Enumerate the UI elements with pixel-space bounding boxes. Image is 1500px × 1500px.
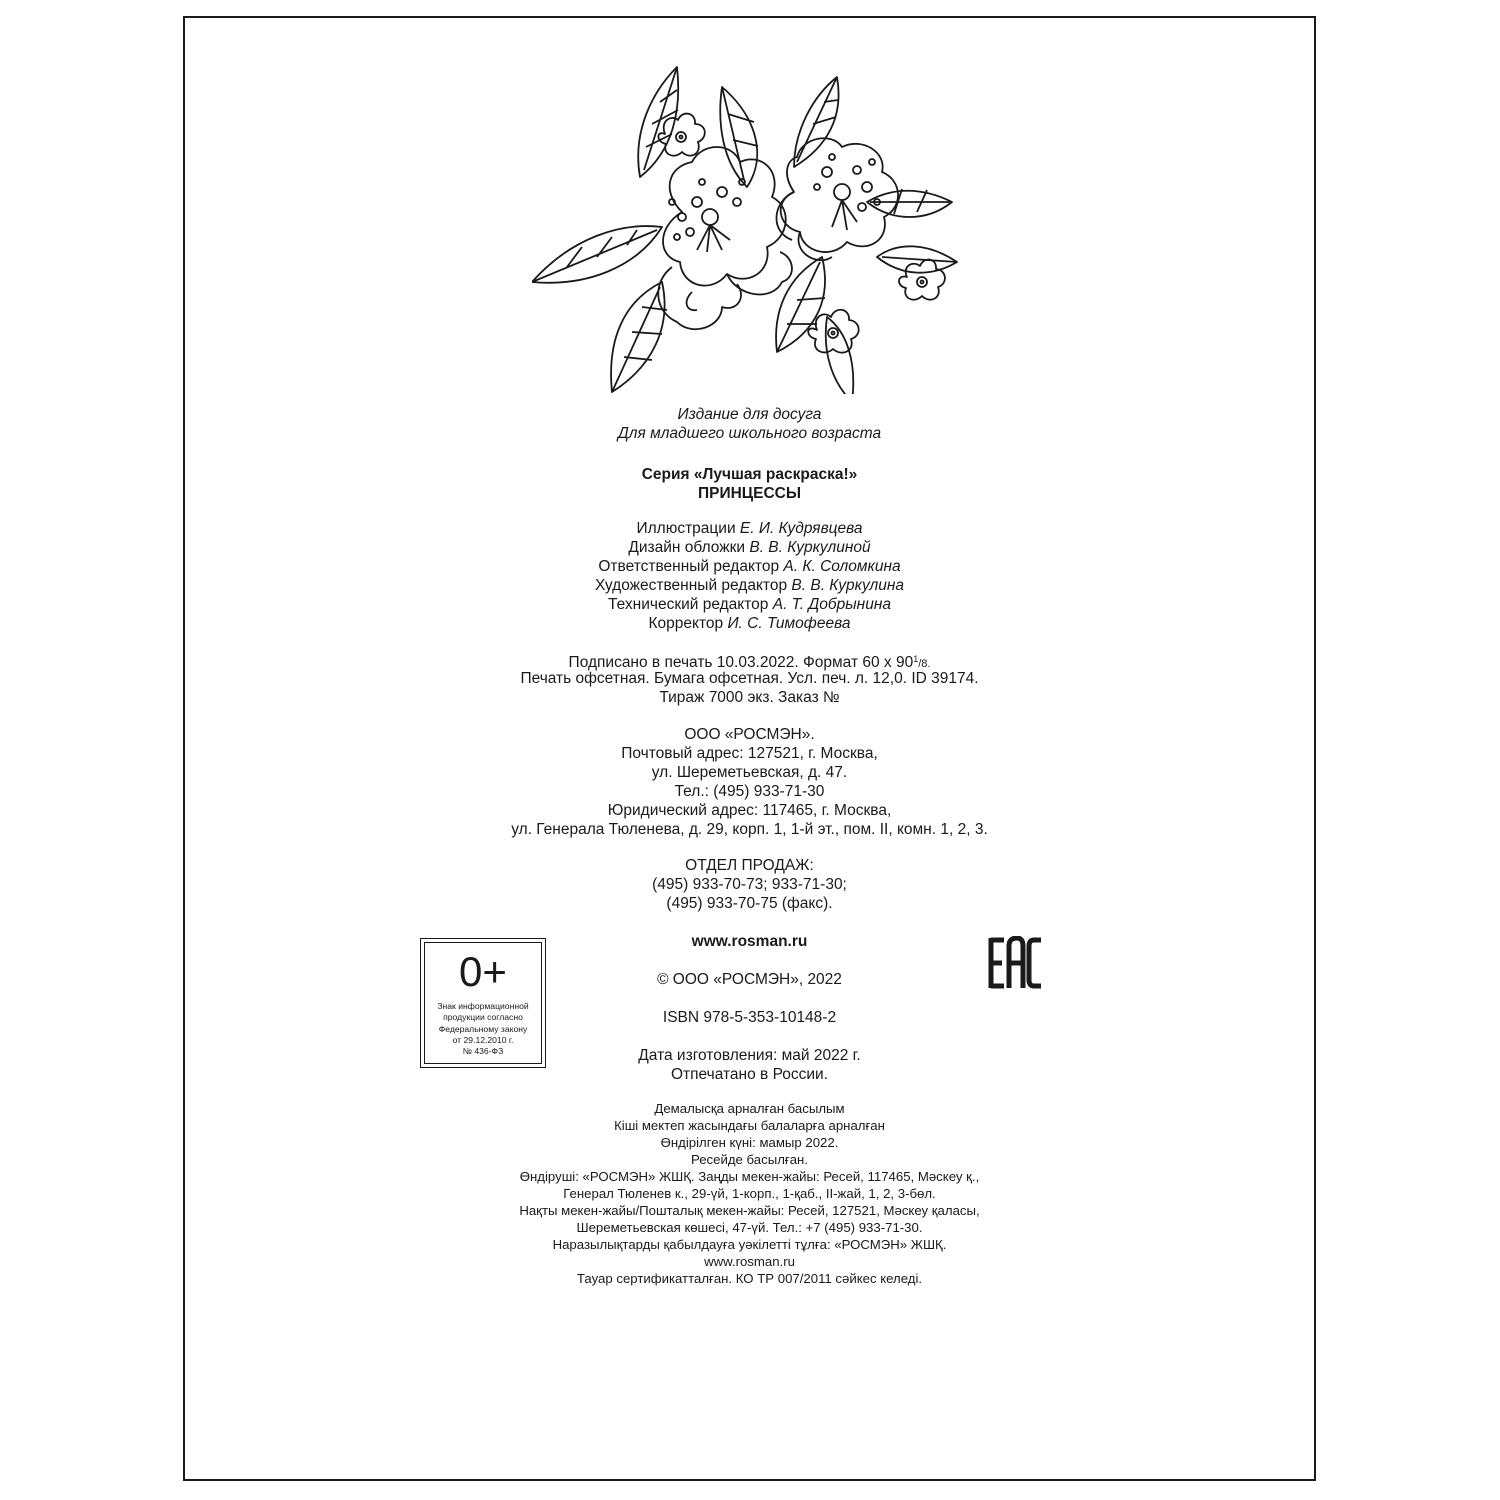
credit-role: Корректор — [648, 615, 724, 632]
kazakh-line: Кіші мектеп жасындағы балаларға арналған — [614, 1118, 885, 1133]
print-format-sup: 1 — [913, 654, 919, 664]
kazakh-line: Генерал Тюленев к., 29-үй, 1-корп., 1-қаб., II-жай, 1, 2, 3-бөл. — [563, 1186, 936, 1201]
age-rating-note — [425, 1001, 541, 1057]
age-note-line: № 436-ФЗ — [462, 1046, 504, 1057]
age-note-line: Знак информационной — [437, 1001, 529, 1011]
credit-name: В. В. Куркулина — [791, 577, 905, 594]
publisher-line: Тел.: (495) 933-71-30 — [674, 783, 825, 800]
credit-line — [185, 557, 1314, 576]
intro-block — [185, 405, 1314, 443]
print-info-line: Тираж 7000 экз. Заказ № — [659, 689, 840, 706]
credit-line — [185, 519, 1314, 538]
print-format: Подписано в печать 10.03.2022. Формат 60 х 90 — [568, 654, 914, 671]
page — [183, 16, 1316, 1481]
age-rating-badge — [420, 938, 546, 1068]
sales-block — [185, 856, 1314, 913]
sales-line: ОТДЕЛ ПРОДАЖ: — [685, 857, 814, 874]
print-info-block — [185, 650, 1314, 707]
isbn-text: ISBN 978-5-353-10148-2 — [662, 1009, 837, 1026]
age-rating-value: 0+ — [459, 948, 507, 995]
credit-line — [185, 614, 1314, 633]
credit-name: А. К. Соломкина — [783, 558, 901, 575]
website-link[interactable]: www.rosman.ru — [691, 933, 808, 950]
sales-line: (495) 933-70-73; 933-71-30; — [652, 876, 847, 893]
credit-name: Е. И. Кудрявцева — [739, 520, 863, 537]
kazakh-line: Өндіруші: «РОСМЭН» ЖШҚ. Заңды мекен-жайы: Ресей, 117465, Мәскеу қ., — [519, 1169, 980, 1184]
kazakh-line: Өндірілген күні: мамыр 2022. — [660, 1135, 839, 1150]
credit-line — [185, 595, 1314, 614]
intro-line-age: Для младшего школьного возраста — [617, 425, 882, 442]
age-note-line: Федеральному закону — [438, 1023, 528, 1034]
age-rating-frame — [424, 942, 542, 1064]
print-info-line: Печать офсетная. Бумага офсетная. Усл. печ. л. 12,0. ID 39174. — [520, 670, 979, 687]
credit-name: И. С. Тимофеева — [727, 615, 851, 632]
credit-name: А. Т. Добрынина — [772, 596, 891, 613]
print-info-line — [185, 650, 1314, 669]
kazakh-line: Демалысқа арналған басылым — [654, 1101, 845, 1116]
credit-line — [185, 538, 1314, 557]
credit-role: Иллюстрации — [636, 520, 736, 537]
sales-line: (495) 933-70-75 (факс). — [666, 895, 833, 912]
kazakh-info-block — [185, 1100, 1314, 1287]
credit-role: Художественный редактор — [594, 577, 788, 594]
isbn-block — [185, 1008, 1314, 1027]
publisher-line: ул. Шереметьевская, д. 47. — [651, 764, 848, 781]
copyright-text: © ООО «РОСМЭН», 2022 — [657, 971, 842, 988]
age-note-line: от 29.12.2010 г. — [452, 1034, 514, 1045]
series-block — [185, 465, 1314, 503]
intro-line-leisure: Издание для досуга — [677, 406, 822, 423]
print-format-tail: /8. — [918, 658, 931, 670]
eac-mark-icon — [988, 936, 1044, 990]
manufacture-block — [185, 1046, 1314, 1084]
kazakh-line: Ресейде басылған. — [691, 1152, 808, 1167]
book-title: ПРИНЦЕССЫ — [697, 485, 802, 502]
kazakh-line: Шереметьевская көшесі, 47-үй. Тел.: +7 (495) 933-71-30. — [576, 1220, 923, 1235]
credits-block — [185, 519, 1314, 633]
kazakh-line: www.rosman.ru — [704, 1254, 795, 1269]
publisher-line: Юридический адрес: 117465, г. Москва, — [607, 802, 892, 819]
manufacture-date: Дата изготовления: май 2022 г. — [638, 1047, 861, 1064]
series-name: Серия «Лучшая раскраска!» — [641, 466, 858, 483]
credit-name: В. В. Куркулиной — [749, 539, 871, 556]
credit-role: Ответственный редактор — [598, 558, 780, 575]
publisher-line: Почтовый адрес: 127521, г. Москва, — [621, 745, 878, 762]
publisher-block — [185, 725, 1314, 839]
credit-role: Технический редактор — [608, 596, 769, 613]
flower-bouquet-illustration — [532, 62, 962, 394]
kazakh-line: Нақты мекен-жайы/Пошталық мекен-жайы: Ресей, 127521, Мәскеу қаласы, — [519, 1203, 980, 1218]
kazakh-line: Тауар сертификатталған. КО ТР 007/2011 сәйкес келеді. — [576, 1271, 923, 1286]
credit-role: Дизайн обложки — [628, 539, 746, 556]
website-block — [185, 932, 1314, 951]
kazakh-line: Наразылықтарды қабылдауға уәкілетті тұлға: «РОСМЭН» ЖШҚ. — [552, 1237, 947, 1252]
age-note-line: продукции согласно — [443, 1012, 523, 1023]
publisher-line: ул. Генерала Тюленева, д. 29, корп. 1, 1-й эт., пом. II, комн. 1, 2, 3. — [511, 821, 988, 838]
copyright-block — [185, 970, 1314, 989]
publisher-line: ООО «РОСМЭН». — [684, 726, 815, 743]
credit-line — [185, 576, 1314, 595]
printed-in: Отпечатано в России. — [671, 1066, 828, 1083]
